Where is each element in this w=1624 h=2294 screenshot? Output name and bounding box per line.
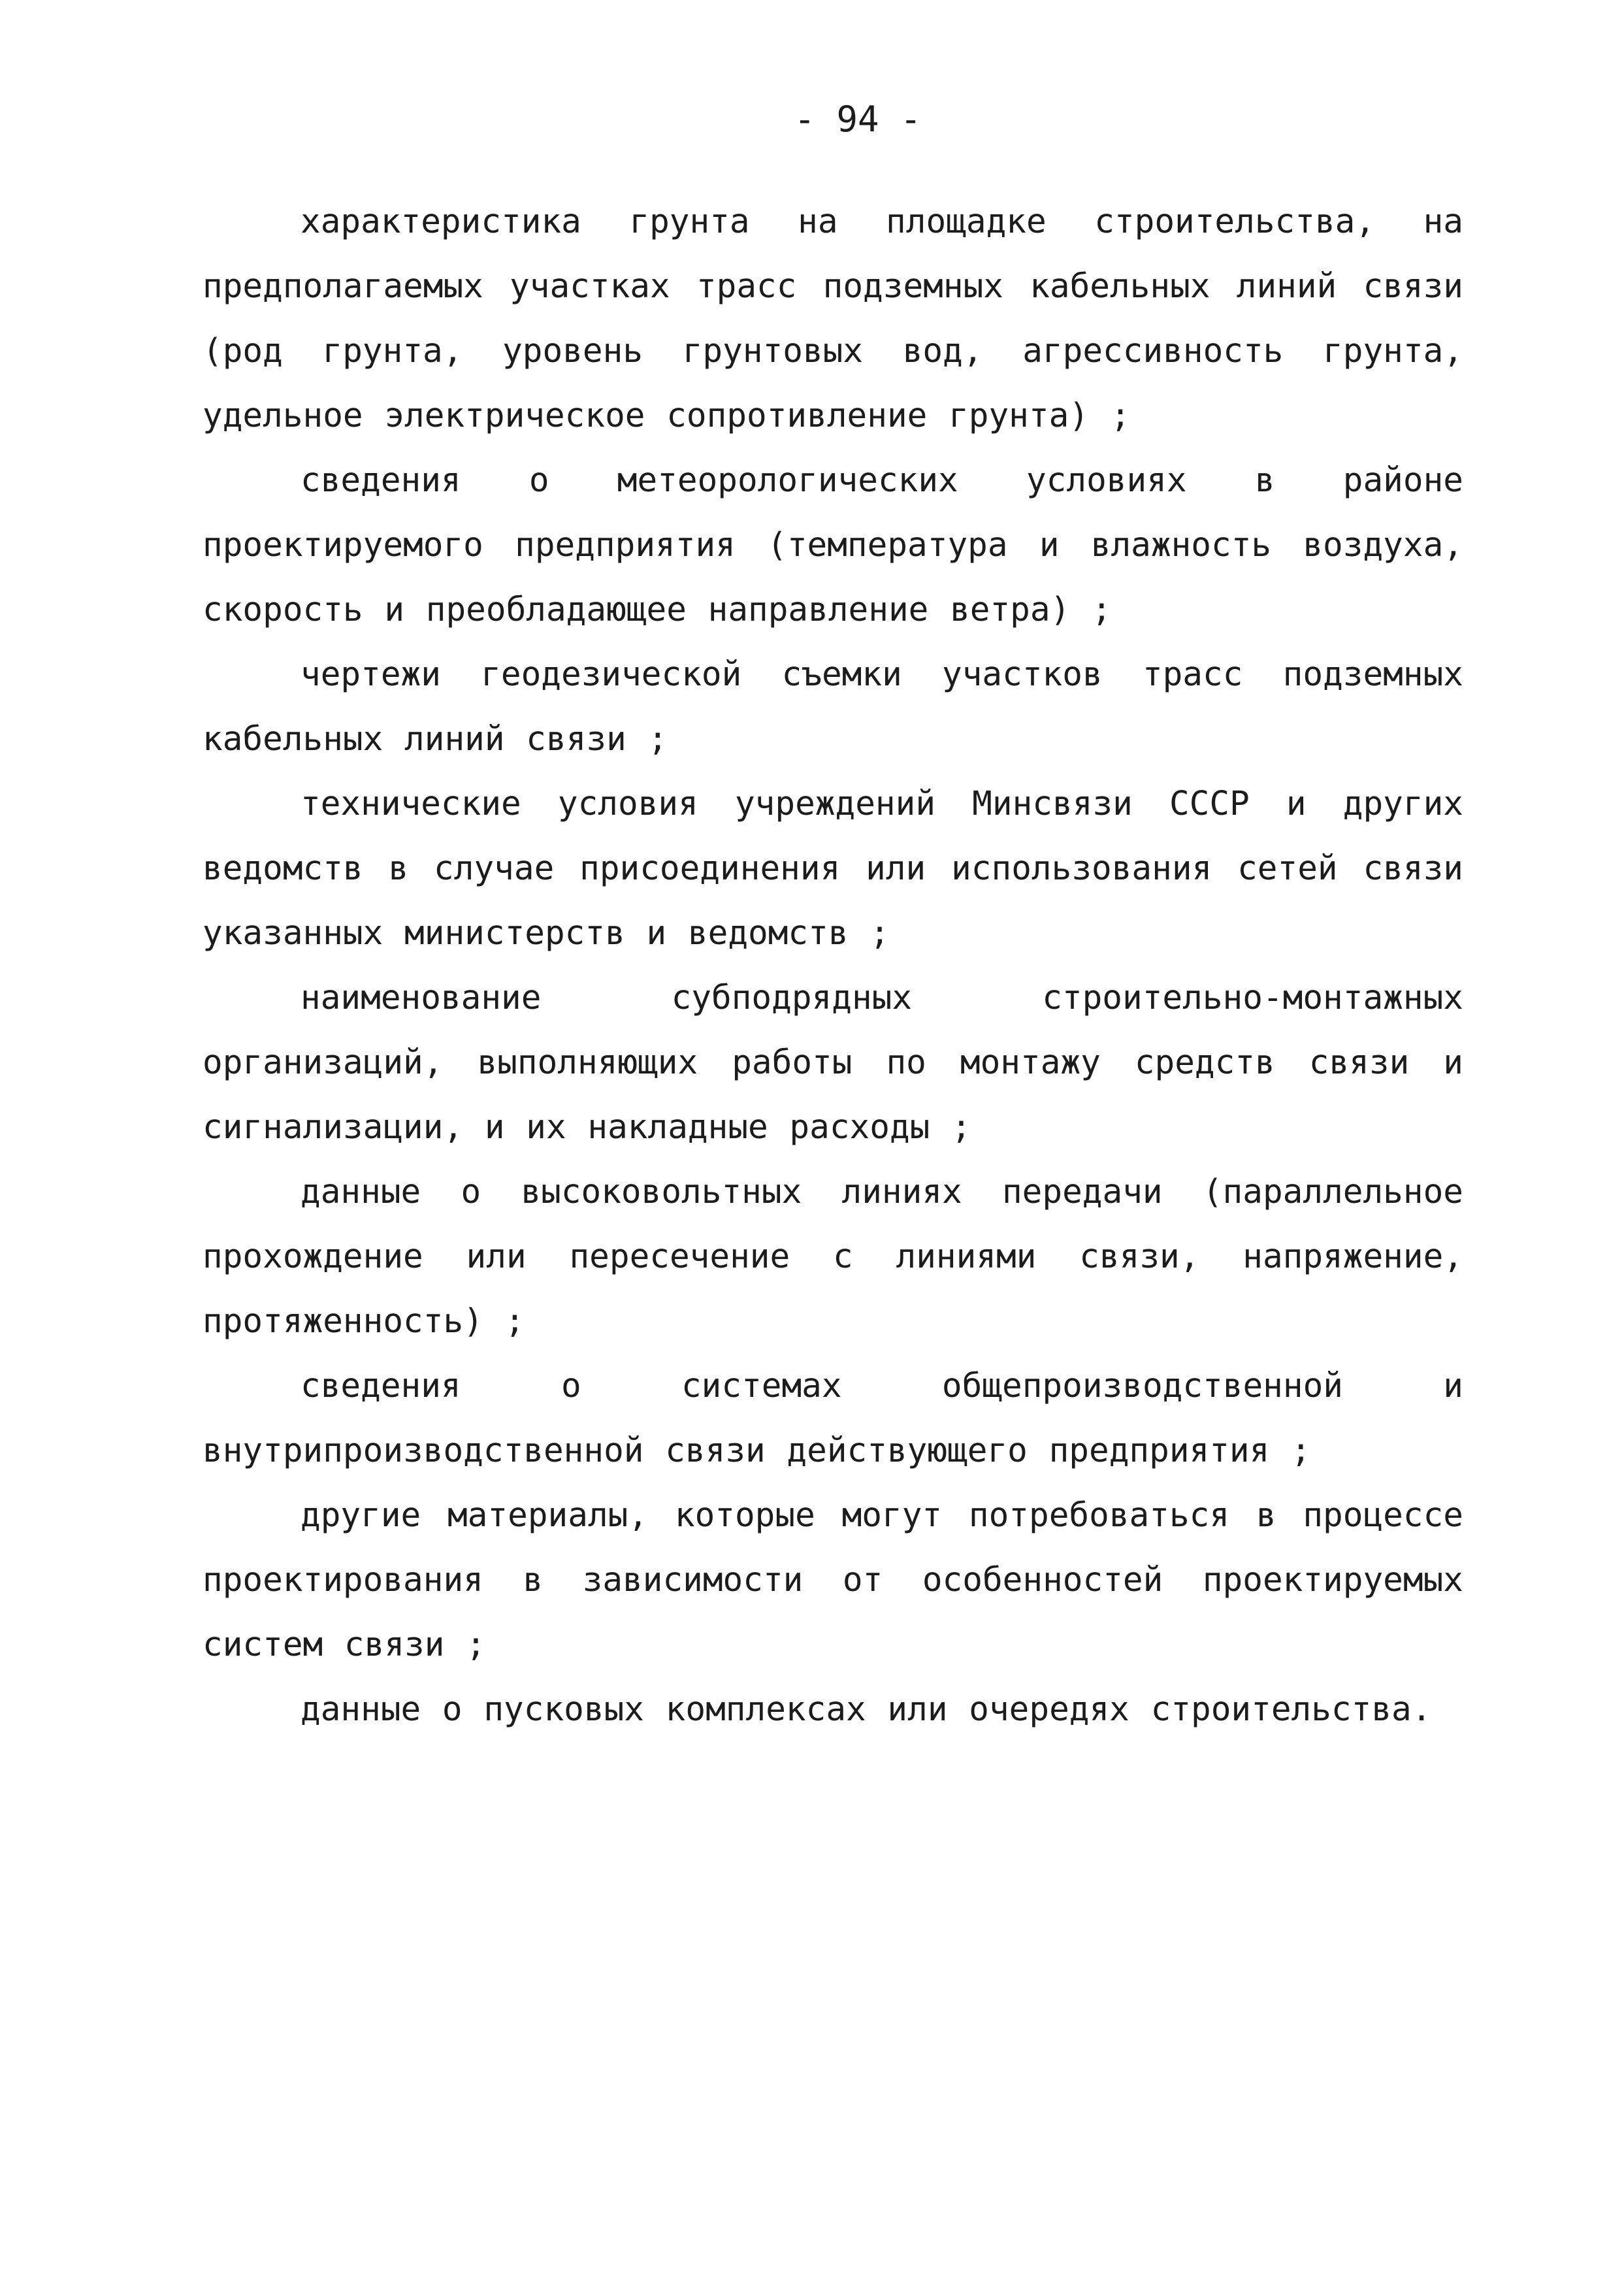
paragraph-soil-characteristics: характеристика грунта на площадке строительства, на предполагаемых участках трасс подземных кабельных линий связи (род грунта, уровень грунтовых вод, агрессивность грунта, удельное электрическое сопротивление грунта) ; (203, 203, 1463, 435)
page-number: - 94 - (794, 99, 922, 140)
paragraph-meteorological-conditions: сведения о метеорологических условиях в районе проектируемого предприятия (температура и влажность воздуха, скорость и преобладающее направление ветра) ; (203, 461, 1463, 629)
paragraph-other-materials: другие материалы, которые могут потребоваться в процессе проектирования в зависимости от особенностей проектируемых систем связи ; (203, 1496, 1463, 1664)
paragraph-technical-conditions: технические условия учреждений Минсвязи СССР и других ведомств в случае присоединения или использования сетей связи указанных министерств и ведомств ; (203, 785, 1463, 953)
paragraph-geodetic-survey-drawings: чертежи геодезической съемки участков трасс подземных кабельных линий связи ; (203, 655, 1463, 759)
paragraph-communication-systems: сведения о системах общепроизводственной и внутрипроизводственной связи действующего предприятия ; (203, 1367, 1463, 1470)
paragraph-startup-complexes: данные о пусковых комплексах или очередях строительства. (300, 1690, 1432, 1729)
paragraph-subcontractors: наименование субподрядных строительно-монтажных организаций, выполняющих работы по монтажу средств связи и сигнализации, и их накладные расходы ; (203, 979, 1463, 1147)
body-text (203, 189, 1463, 1742)
paragraph-high-voltage-lines: данные о высоковольтных линиях передачи (параллельное прохождение или пересечение с линиями связи, напряжение, протяженность) ; (203, 1173, 1463, 1341)
